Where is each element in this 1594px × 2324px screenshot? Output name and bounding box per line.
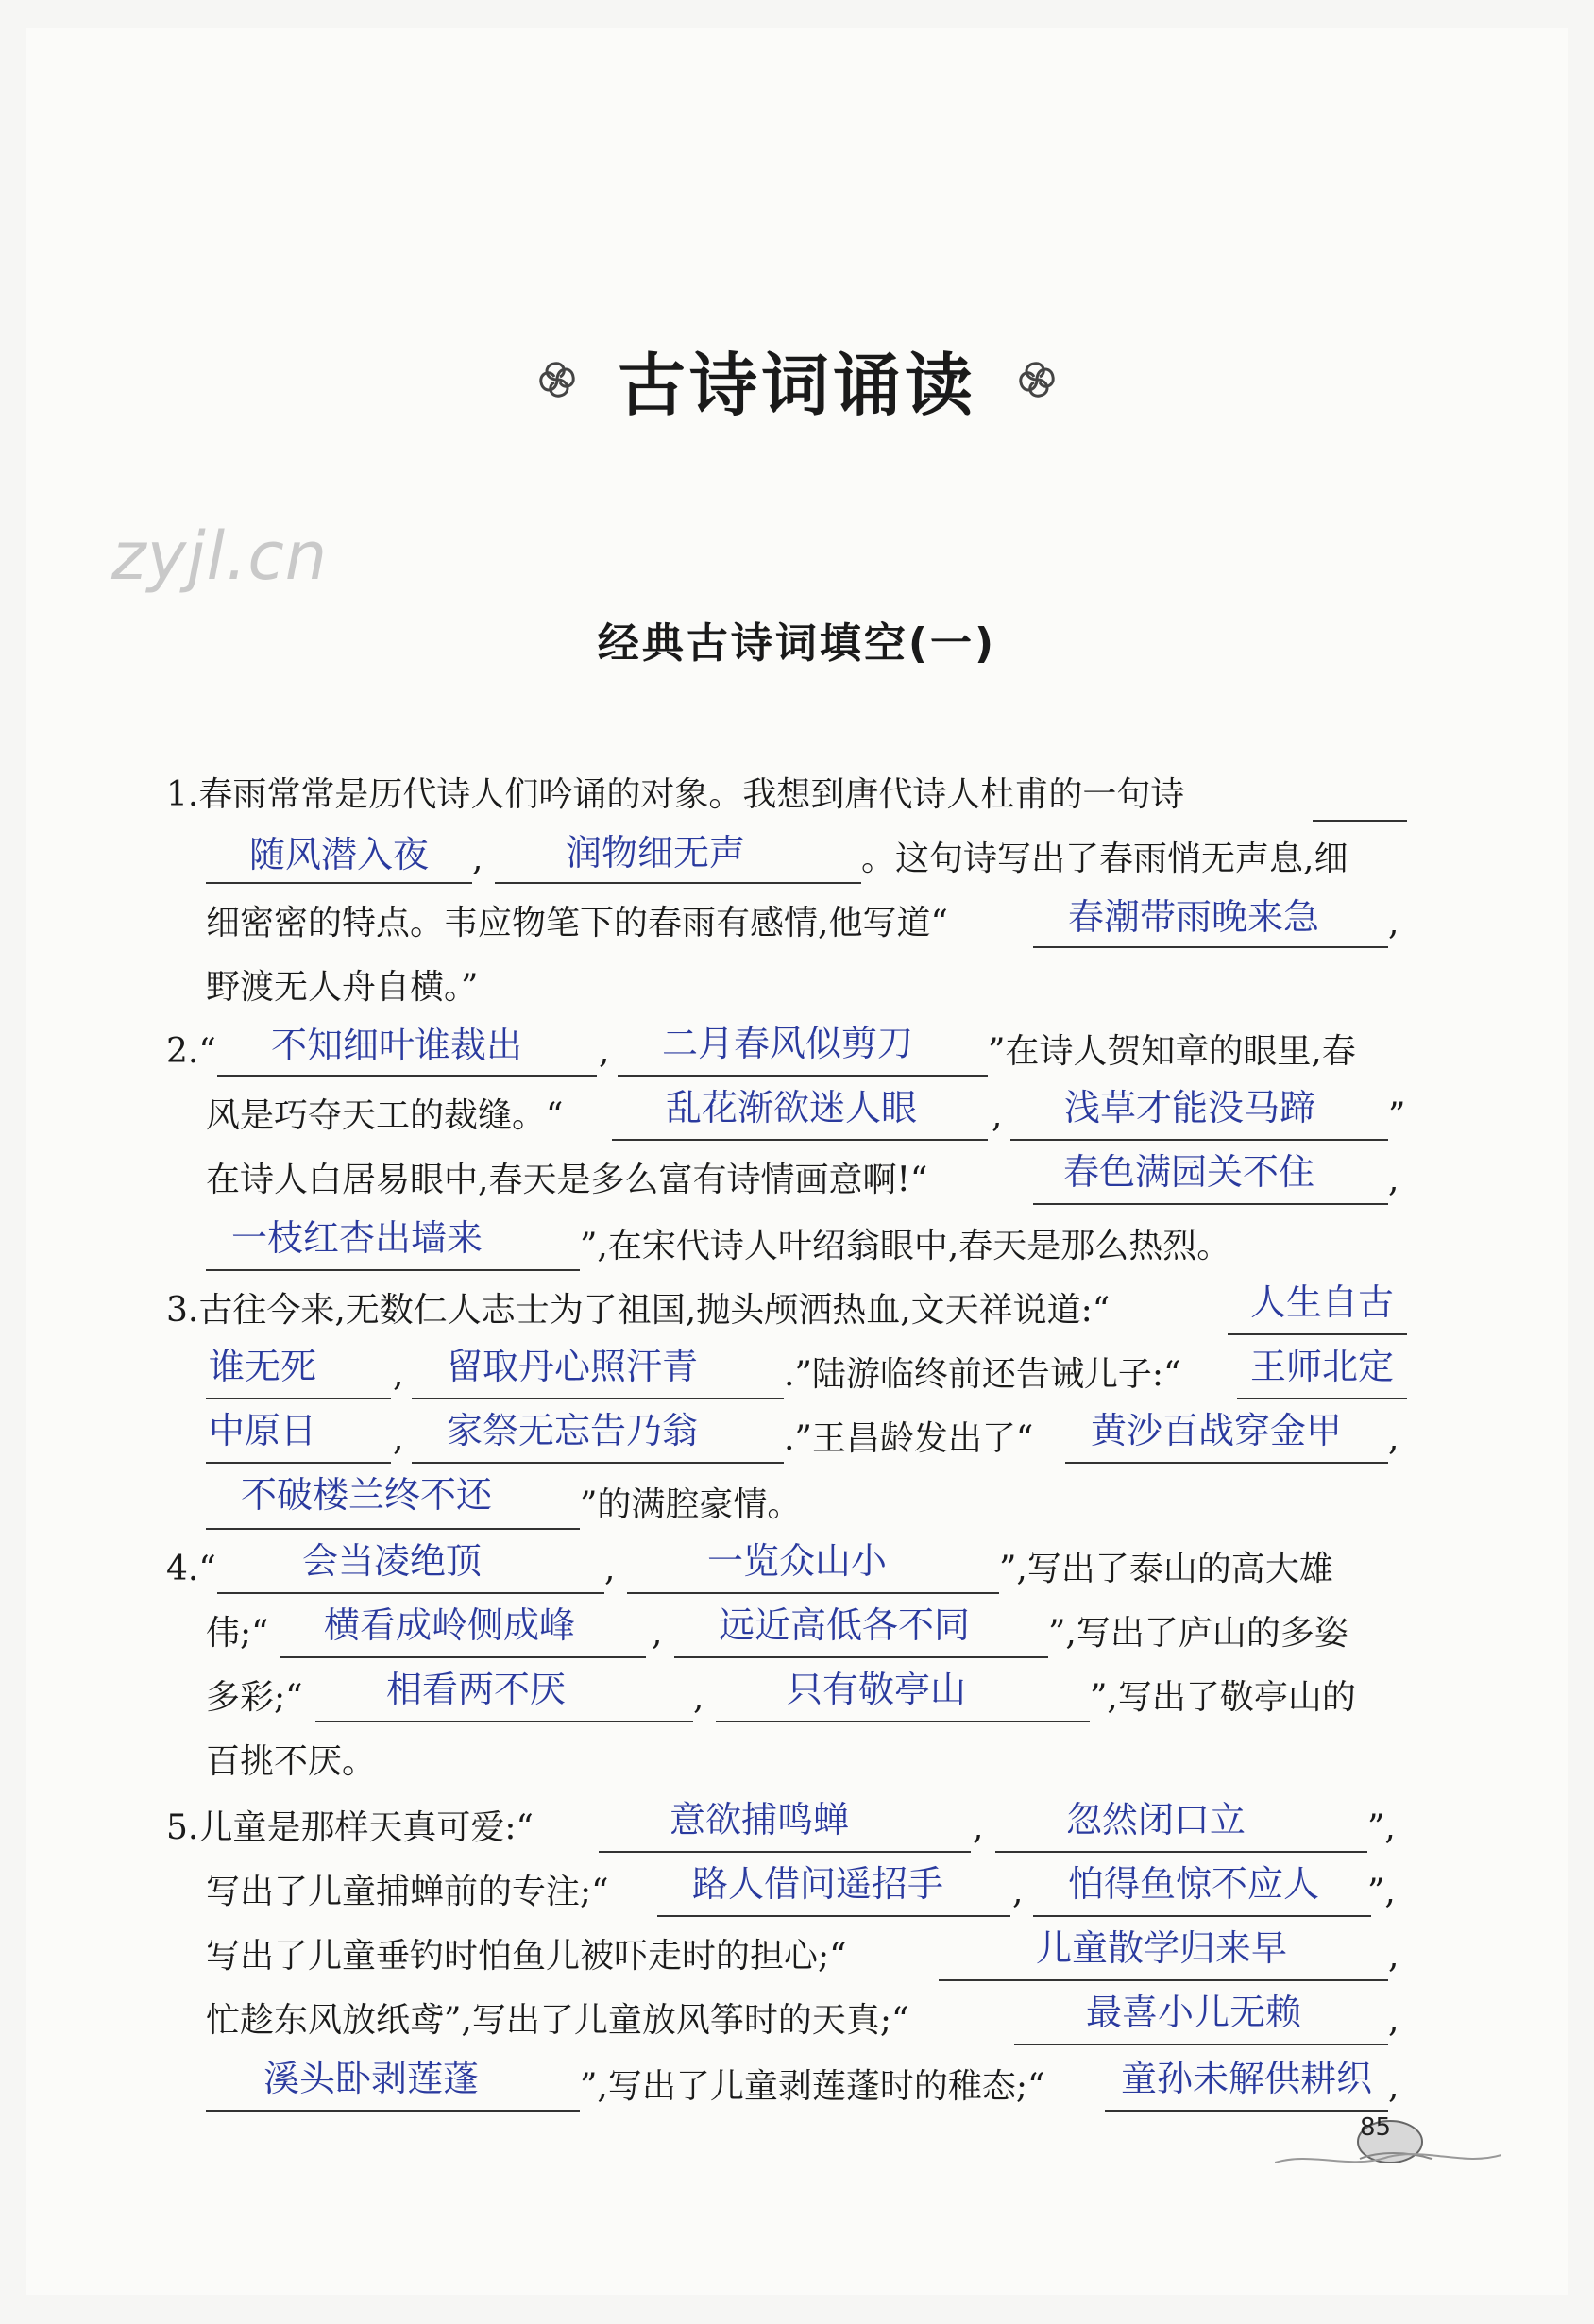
answer: 润物细无声 (565, 832, 745, 874)
text-segment: , (1388, 1937, 1399, 1976)
text-segment: , (693, 1678, 704, 1717)
answer: 中原日 (208, 1410, 316, 1451)
text-segment: , (393, 1419, 404, 1458)
section-subtitle: 经典古诗词填空(一) (597, 619, 997, 668)
answer: 春潮带雨晚来急 (1067, 896, 1319, 938)
answer: 横看成岭侧成峰 (323, 1604, 575, 1646)
text-segment: 多彩;“ (206, 1678, 303, 1717)
text-segment: 百挑不厌。 (206, 1742, 377, 1781)
answer: 春色满园关不住 (1062, 1151, 1314, 1193)
text-segment: 写出了儿童捕蝉前的专注;“ (206, 1873, 609, 1911)
answer: 儿童散学归来早 (1035, 1927, 1287, 1969)
answer: 人生自古 (1249, 1281, 1394, 1323)
title-block (0, 331, 1594, 429)
text-segment: , (1388, 1419, 1399, 1458)
blank (1313, 767, 1407, 822)
text-segment: 2.“ (166, 1032, 216, 1071)
text-segment: 3.古往今来,无数仁人志士为了祖国,抛头颅洒热血,文天祥说道:“ (166, 1291, 1111, 1330)
answer: 怕得鱼惊不应人 (1067, 1863, 1319, 1905)
text-segment: , (973, 1808, 984, 1847)
text-segment: 1.春雨常常是历代诗人们吟诵的对象。我想到唐代诗人杜甫的一句诗 (166, 775, 1185, 814)
text-segment: ”, (1367, 1808, 1396, 1847)
text-segment: , (652, 1614, 663, 1653)
answer: 二月春风似剪刀 (661, 1023, 913, 1064)
text-segment: , (1388, 1161, 1399, 1199)
answer: 家祭无忘告乃翁 (446, 1410, 698, 1451)
text-segment: , (992, 1096, 1003, 1135)
swirl-ornament-icon (1006, 348, 1068, 411)
answer: 谁无死 (208, 1346, 316, 1387)
text-segment: 忙趁东风放纸鸢”,写出了儿童放风筝时的天真;“ (206, 2001, 909, 2040)
text-segment: , (393, 1355, 404, 1394)
text-segment: , (1388, 904, 1399, 942)
text-segment: , (599, 1032, 610, 1071)
text-segment: ”,在宋代诗人叶绍翁眼中,春天是那么热烈。 (580, 1227, 1231, 1265)
answer: 随风潜入夜 (248, 834, 429, 875)
text-segment: ”,写出了敬亭山的 (1090, 1678, 1356, 1717)
text-segment: .”陆游临终前还告诫儿子:“ (784, 1355, 1181, 1394)
answer: 不知细叶谁裁出 (270, 1025, 522, 1066)
answer: 会当凌绝顶 (301, 1540, 482, 1582)
answer: 一枝红杏出墙来 (230, 1217, 483, 1259)
watermark: zyjl.cn (111, 517, 329, 595)
answer: 忽然闭口立 (1065, 1799, 1246, 1841)
answer: 路人借问遥招手 (691, 1863, 943, 1905)
text-segment: 细密密的特点。韦应物笔下的春雨有感情,他写道“ (206, 904, 948, 942)
text-segment: .”王昌龄发出了“ (784, 1419, 1034, 1458)
answer: 只有敬亭山 (786, 1669, 966, 1710)
text-segment: ”在诗人贺知章的眼里,春 (988, 1032, 1356, 1071)
text-segment: 野渡无人舟自横。” (206, 968, 479, 1007)
text-segment: , (472, 840, 483, 878)
swirl-ornament-icon (526, 348, 588, 411)
text-segment: ”的满腔豪情。 (580, 1485, 802, 1524)
wave-decoration-icon (1275, 2144, 1501, 2172)
answer: 浅草才能没马蹄 (1063, 1087, 1315, 1128)
answer: 童孙未解供耕织 (1120, 2058, 1372, 2099)
answer: 远近高低各不同 (718, 1604, 970, 1646)
answer: 乱花渐欲迷人眼 (665, 1087, 917, 1128)
answer: 相看两不厌 (385, 1669, 566, 1710)
text-segment: ” (1388, 1096, 1406, 1135)
answer: 一览众山小 (706, 1540, 887, 1582)
answer: 不破楼兰终不还 (240, 1474, 492, 1516)
answer: 黄沙百战穿金甲 (1090, 1410, 1342, 1451)
text-segment: 在诗人白居易眼中,春天是多么富有诗情画意啊!“ (206, 1161, 928, 1199)
text-segment: , (1388, 2001, 1399, 2040)
answer: 意欲捕鸣蝉 (669, 1799, 849, 1841)
text-segment: 5.儿童是那样天真可爱:“ (166, 1808, 534, 1847)
text-segment: ”,写出了泰山的高大雄 (999, 1550, 1333, 1588)
answer: 最喜小儿无赖 (1085, 1992, 1301, 2033)
text-segment: 4.“ (166, 1550, 216, 1588)
answer: 溪头卧剥莲蓬 (263, 2058, 479, 2099)
text-segment: 风是巧夺天工的裁缝。“ (206, 1096, 564, 1135)
text-segment: ”, (1367, 1873, 1396, 1911)
text-segment: 伟;“ (206, 1614, 269, 1653)
text-segment: 写出了儿童垂钓时怕鱼儿被吓走时的担心;“ (206, 1937, 847, 1976)
text-segment: 。这句诗写出了春雨悄无声息,细 (861, 840, 1348, 878)
answer: 王师北定 (1249, 1346, 1394, 1387)
text-segment: ”,写出了儿童剥莲蓬时的稚态;“ (580, 2067, 1045, 2106)
answer: 留取丹心照汗青 (446, 1346, 698, 1387)
text-segment: , (1012, 1873, 1024, 1911)
text-segment: , (604, 1550, 616, 1588)
text-segment: ”,写出了庐山的多姿 (1048, 1614, 1348, 1653)
page-title: 古诗词诵读 (617, 345, 976, 425)
text-segment: , (1388, 2067, 1399, 2106)
page-number: 85 (1360, 2113, 1392, 2142)
